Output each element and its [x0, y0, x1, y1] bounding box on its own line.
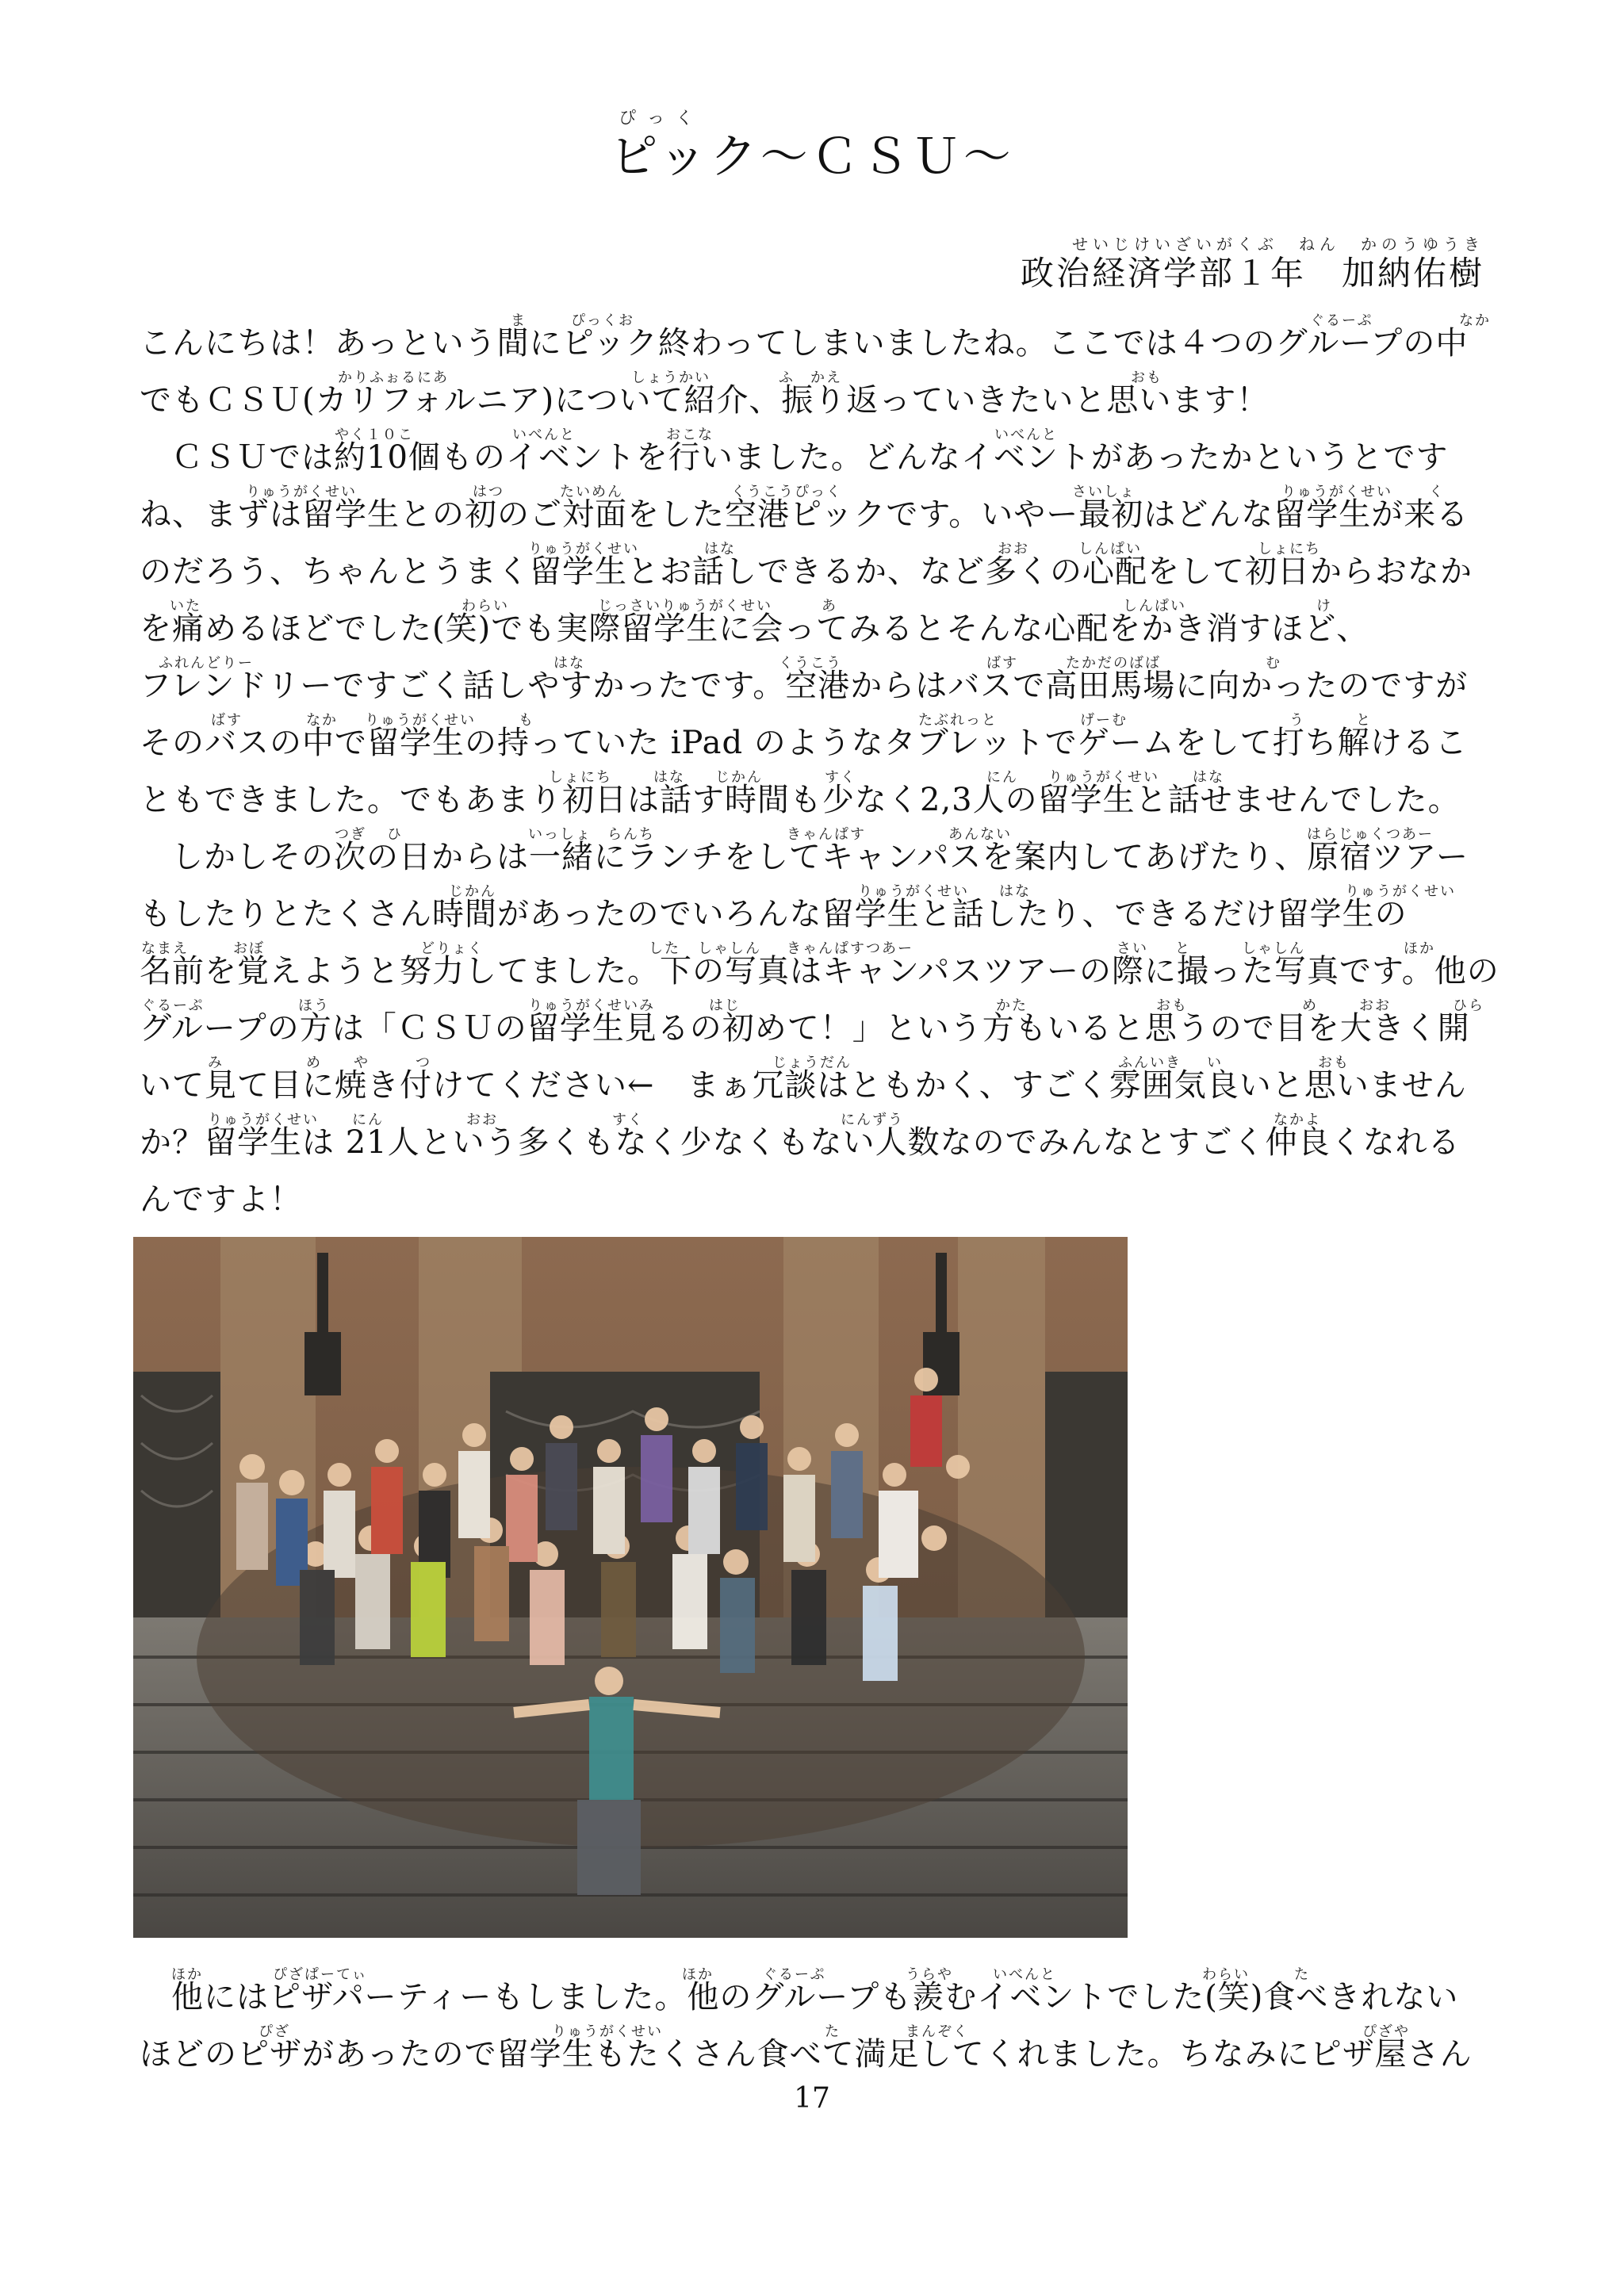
furigana: りゅうがくせい	[528, 541, 639, 557]
furigana: しゃしん	[698, 940, 761, 957]
furigana: み	[208, 1055, 224, 1071]
furigana: く	[1429, 484, 1445, 500]
furigana: わらい	[1202, 1966, 1250, 1983]
text-line	[140, 425, 1488, 482]
line-text: そのバスの中で留学生の持っていた iPad のようなタブレットでゲームをして打ち解けるこ	[140, 725, 1468, 761]
text-line	[140, 882, 1488, 939]
furigana: と	[1356, 712, 1372, 729]
furigana: たかだのばば	[1066, 655, 1161, 672]
furigana: ふれんどりー	[159, 655, 254, 672]
furigana: いっしょ	[528, 826, 592, 843]
line-text: でもＣＳＵ(カリフォルニア)について紹介、振り返っていきたいと思います！	[140, 382, 1270, 419]
furigana: きゃんぱすつあー	[787, 940, 914, 957]
line-text: しかしその次の日からは一緒にランチをしてキャンパスを案内してあげたり、原宿ツアー	[171, 839, 1469, 875]
furigana: め	[306, 1055, 322, 1071]
line-text: のだろう、ちゃんとうまく留学生とお話しできるか、など多くの心配をして初日からおなか	[140, 553, 1473, 590]
furigana: はな	[1193, 769, 1224, 786]
furigana: ばす	[211, 712, 243, 729]
furigana: かりふぉるにあ	[338, 369, 449, 386]
furigana: りゅうがくせい	[552, 2023, 663, 2040]
line-text: ＣＳＵでは約10個ものイベントを行いました。どんなイベントがあったかというとです	[171, 439, 1449, 476]
text-line	[140, 1053, 1488, 1110]
text-line	[140, 1110, 1488, 1167]
furigana: う	[1289, 712, 1305, 729]
furigana: おこな	[666, 427, 714, 443]
text-line	[140, 710, 1488, 768]
furigana: なか	[1459, 312, 1491, 329]
furigana: ひら	[1453, 997, 1484, 1014]
furigana: ぴざぱーてぃ	[273, 1966, 368, 1983]
furigana: め	[1302, 997, 1318, 1014]
furigana: ぐるーぷ	[141, 997, 205, 1014]
furigana: ぐるーぷ	[1310, 312, 1373, 329]
furigana: も	[519, 712, 534, 729]
text-line	[140, 539, 1488, 596]
line-text: グループの方は「ＣＳＵの留学生見るの初めて！」という方もいると思うので目を大きく開	[140, 1010, 1470, 1047]
page-title: ピック～ＣＳＵ～	[610, 129, 1014, 185]
furigana: ほか	[1404, 940, 1435, 957]
furigana: しゃしん	[1242, 940, 1305, 957]
furigana: らんち	[607, 826, 655, 843]
furigana: と	[1175, 940, 1191, 957]
furigana: おも	[1131, 369, 1162, 386]
furigana: おも	[1156, 997, 1188, 1014]
furigana: いた	[170, 598, 201, 614]
furigana: いべんと	[512, 427, 576, 443]
furigana: なか	[306, 712, 338, 729]
furigana: げーむ	[1080, 712, 1128, 729]
furigana: じっさいりゅうがくせい	[598, 598, 772, 614]
furigana: はらじゅくつあー	[1307, 826, 1434, 843]
furigana: さいしょ	[1072, 484, 1136, 500]
text-line	[140, 996, 1488, 1053]
furigana: ふ	[779, 369, 795, 386]
furigana: ほか	[682, 1966, 714, 1983]
furigana: りゅうがくせい	[208, 1112, 319, 1128]
furigana: はじ	[709, 997, 741, 1014]
line-text: もしたりとたくさん時間があったのでいろんな留学生と話したり、できるだけ留学生の	[140, 896, 1408, 932]
furigana: いべんと	[994, 427, 1058, 443]
article-body	[140, 311, 1500, 1224]
line-text: か？留学生は 21人という多くもなく少なくもない人数なのでみんなとすごく仲良くなれる	[140, 1124, 1461, 1161]
furigana: ばす	[986, 655, 1018, 672]
furigana: くうこう	[779, 655, 842, 672]
line-text: いて見て目に焼き付けてください← まぁ冗談はともかく、すごく雰囲気良いと思いません	[140, 1067, 1467, 1104]
furigana: ほか	[171, 1966, 203, 1983]
line-text: こんにちは！あっという間にピック終わってしまいましたね。ここでは４つのグループの中	[140, 325, 1469, 362]
text-line	[140, 653, 1488, 710]
line-text: ね、まずは留学生との初のご対面をした空港ピックです。いやー最初はどんな留学生が来る	[140, 496, 1469, 533]
text-line	[140, 768, 1488, 825]
furigana: ぴっくお	[571, 312, 634, 329]
text-line	[140, 311, 1491, 368]
furigana: りゅうがくせい	[365, 712, 476, 729]
furigana: わらい	[462, 598, 509, 614]
furigana: ふんいき	[1118, 1055, 1182, 1071]
furigana: しょにち	[549, 769, 612, 786]
furigana: にん	[986, 769, 1018, 786]
furigana: じかん	[449, 883, 496, 900]
author-line: 政治経済学部１年 加納佑樹	[1020, 254, 1484, 293]
text-line	[140, 939, 1500, 996]
furigana: ぴざや	[1362, 2023, 1410, 2040]
furigana: はな	[553, 655, 585, 672]
line-text: フレンドリーですごく話しやすかったです。空港からはバスで高田馬場に向かったのですが	[140, 668, 1469, 704]
furigana: はな	[653, 769, 685, 786]
furigana: すく	[612, 1112, 644, 1128]
furigana: おお	[466, 1112, 498, 1128]
furigana: さい	[1116, 940, 1148, 957]
group-photo	[133, 1237, 1128, 1938]
title-ruby: ぴっく	[619, 109, 705, 128]
furigana: にんずう	[841, 1112, 904, 1128]
furigana: きゃんぱす	[787, 826, 866, 843]
furigana: た	[1294, 1966, 1310, 1983]
furigana: しんぱい	[1078, 541, 1142, 557]
article-continuation	[140, 1965, 1488, 2079]
text-line	[140, 596, 1488, 653]
text-line	[140, 1167, 1488, 1224]
line-text: 名前を覚えようと努力してました。下の写真はキャンパスツアーの際に撮った写真です。他の	[140, 953, 1500, 990]
furigana: しんぱい	[1123, 598, 1186, 614]
furigana: じょうだん	[772, 1055, 852, 1071]
furigana: はな	[704, 541, 736, 557]
furigana: じかん	[715, 769, 763, 786]
furigana: にん	[352, 1112, 384, 1128]
line-text: ともできました。でもあまり初日は話す時間も少なく2,3人の留学生と話せませんでした。	[140, 782, 1461, 818]
furigana: む	[1266, 655, 1281, 672]
furigana: おも	[1318, 1055, 1350, 1071]
page-number: 17	[794, 2082, 830, 2115]
furigana: た	[825, 2023, 841, 2040]
text-line	[140, 1965, 1488, 2022]
furigana: りゅうがくせい	[246, 484, 357, 500]
furigana: ひ	[387, 826, 403, 843]
furigana: なまえ	[141, 940, 189, 957]
furigana: あ	[822, 598, 837, 614]
furigana: やく１０こ	[335, 427, 414, 443]
furigana: ま	[511, 312, 527, 329]
furigana: りゅうがくせい	[858, 883, 969, 900]
furigana: りゅうがくせいみ	[528, 997, 655, 1014]
furigana: うらや	[906, 1966, 953, 1983]
furigana: あんない	[948, 826, 1012, 843]
line-text: 他にはピザパーティーもしました。他のグループも羨むイベントでした(笑)食べきれない	[171, 1979, 1459, 2015]
furigana: かえ	[810, 369, 842, 386]
furigana: りゅうがくせい	[1281, 484, 1392, 500]
furigana: つ	[416, 1055, 431, 1071]
furigana: ほう	[298, 997, 330, 1014]
furigana: なかよ	[1274, 1112, 1321, 1128]
line-text: を痛めるほどでした(笑)でも実際留学生に会ってみるとそんな心配をかき消すほど、	[140, 611, 1369, 647]
text-line	[140, 825, 1488, 882]
furigana: たぶれっと	[918, 712, 998, 729]
furigana: たいめん	[560, 484, 623, 500]
furigana: け	[1316, 598, 1332, 614]
text-line	[140, 482, 1488, 539]
furigana: かた	[996, 997, 1028, 1014]
text-line	[140, 2022, 1488, 2079]
furigana: おお	[1359, 997, 1391, 1014]
line-text: ほどのピザがあったので留学生もたくさん食べて満足してくれました。ちなみにピザ屋さん	[140, 2036, 1473, 2073]
furigana: りゅうがくせい	[1345, 883, 1456, 900]
furigana: つぎ	[335, 826, 366, 843]
furigana: いべんと	[993, 1966, 1056, 1983]
text-line	[140, 368, 1488, 425]
furigana: はつ	[473, 484, 504, 500]
group-photo-image	[133, 1237, 1128, 1938]
furigana: おお	[998, 541, 1029, 557]
furigana: まんぞく	[906, 2023, 969, 2040]
furigana: すく	[825, 769, 856, 786]
furigana: しょうかい	[631, 369, 710, 386]
furigana: りゅうがくせい	[1048, 769, 1159, 786]
furigana: した	[649, 940, 680, 957]
furigana: どりょく	[420, 940, 484, 957]
furigana: くうこうぴっく	[731, 484, 842, 500]
furigana: ぐるーぷ	[763, 1966, 826, 1983]
furigana: や	[354, 1055, 370, 1071]
furigana: い	[1207, 1055, 1223, 1071]
line-text: んですよ！	[140, 1181, 302, 1218]
furigana: しょにち	[1258, 541, 1321, 557]
author-ruby: せいじけいざいがくぶ ねん かのうゆうき	[1072, 235, 1484, 254]
furigana: おぼ	[233, 940, 265, 957]
furigana: ぴざ	[259, 2023, 290, 2040]
furigana: はな	[999, 883, 1031, 900]
